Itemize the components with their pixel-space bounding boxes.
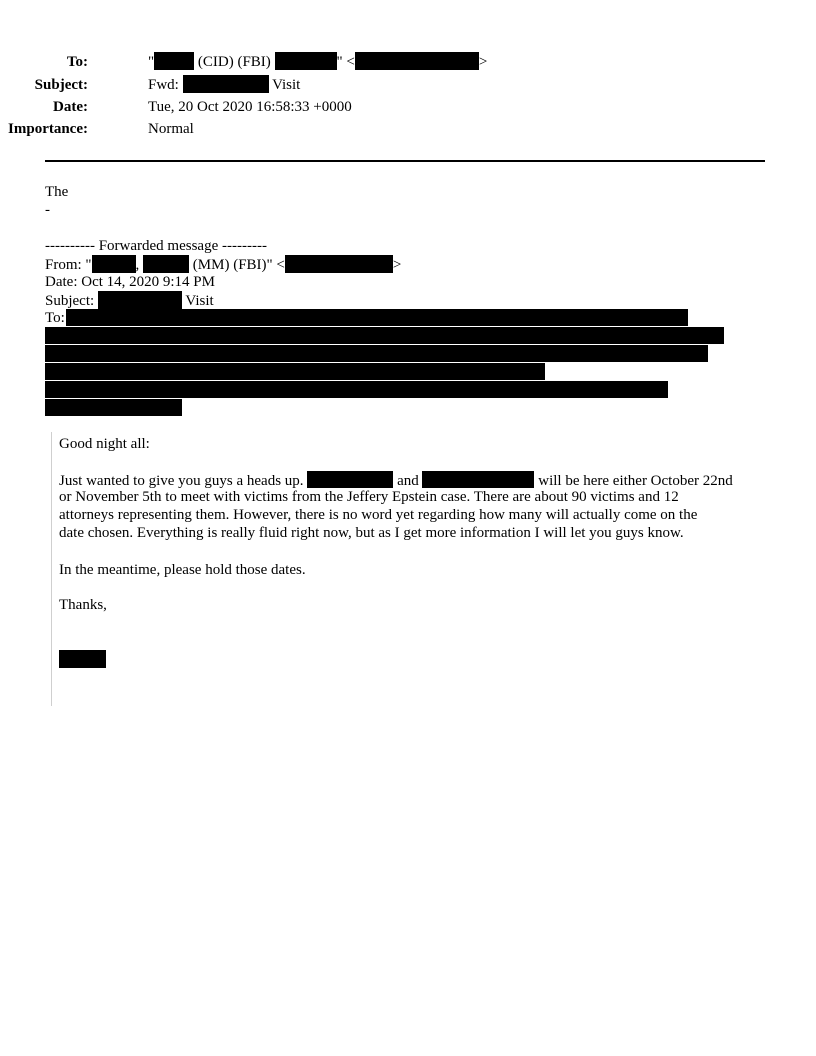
message-paragraph-line: attorneys representing them. However, there is no word yet regarding how many will actually come on the: [59, 507, 698, 523]
signature-redaction: [59, 650, 106, 668]
importance-value: Normal: [148, 121, 194, 137]
message-paragraph: In the meantime, please hold those dates.: [59, 562, 306, 578]
redaction-box: [45, 327, 724, 344]
forwarded-date: Date: Oct 14, 2020 9:14 PM: [45, 274, 215, 290]
message-closing: Thanks,: [59, 597, 107, 613]
forwarded-subject: Subject: Visit: [45, 293, 214, 309]
redaction-box: [285, 255, 393, 273]
quote-bar: [51, 432, 52, 706]
date-label: Date:: [53, 99, 88, 115]
importance-label: Importance:: [8, 121, 88, 137]
message-paragraph-line: or November 5th to meet with victims from the Jeffery Epstein case. There are about 90 victims and 12: [59, 489, 679, 505]
header-to-row: [0, 52, 760, 72]
message-paragraph-line: date chosen. Everything is really fluid right now, but as I get more information I will let you guys know.: [59, 525, 684, 541]
subject-value: Fwd: Visit: [148, 77, 301, 93]
body-line: The: [45, 184, 69, 200]
redaction-box: [45, 345, 708, 362]
redaction-box: [422, 471, 534, 488]
header-divider: [45, 160, 765, 162]
redaction-box: [275, 52, 337, 70]
redaction-box: [183, 75, 269, 93]
to-value: " (CID) (FBI) " < >: [148, 54, 488, 70]
date-value: Tue, 20 Oct 2020 16:58:33 +0000: [148, 99, 352, 115]
to-cid-text: (CID) (FBI): [197, 54, 271, 70]
redaction-box: [154, 52, 194, 70]
forwarded-from: From: " , (MM) (FBI)" < >: [45, 257, 402, 273]
redaction-box: [45, 381, 668, 398]
forwarded-banner: ---------- Forwarded message ---------: [45, 238, 267, 254]
message-greeting: Good night all:: [59, 436, 150, 452]
forwarded-to-label: To:: [45, 310, 65, 326]
to-label: To:: [66, 54, 88, 70]
redaction-box: [143, 255, 189, 273]
message-paragraph-line: Just wanted to give you guys a heads up. and will be here either October 22nd: [59, 473, 733, 489]
subject-label: Subject:: [34, 77, 88, 93]
body-line: -: [45, 202, 50, 218]
redaction-box: [45, 399, 182, 416]
header-subject-row: [0, 75, 760, 95]
redaction-box: [355, 52, 479, 70]
header-date-row: [0, 97, 760, 117]
header-importance-row: [0, 119, 760, 139]
redaction-box: [307, 471, 393, 488]
redaction-box: [66, 309, 688, 326]
redaction-box: [92, 255, 136, 273]
redaction-box: [45, 363, 545, 380]
redaction-box: [98, 291, 182, 309]
